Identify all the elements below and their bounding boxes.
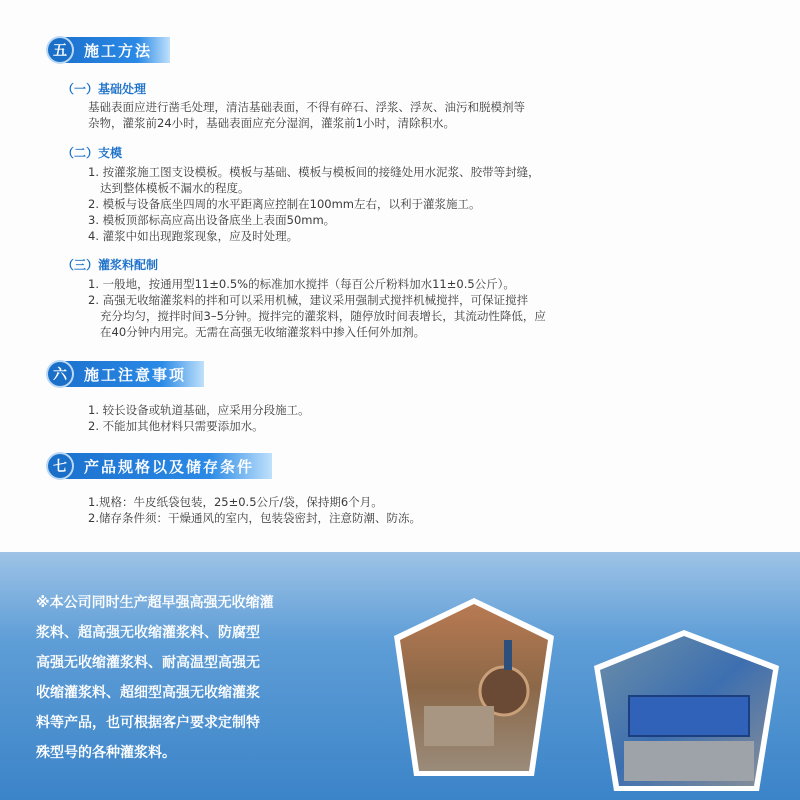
subsection-formwork-title: （二）支模 bbox=[62, 146, 123, 160]
section-5-number: 五 bbox=[48, 38, 72, 62]
text-line: 基础表面应进行凿毛处理，清洁基础表面，不得有碎石、浮浆、浮灰、油污和脱模剂等 bbox=[88, 100, 525, 114]
formwork-list bbox=[88, 164, 540, 244]
grout-slab bbox=[424, 706, 494, 746]
list-item: 2.储存条件须：干燥通风的室内，包装袋密封，注意防潮、防冻。 bbox=[88, 511, 421, 525]
list-item: 1.规格：牛皮纸袋包装，25±0.5公斤/袋，保持期6个月。 bbox=[88, 495, 383, 509]
promo-line: 料等产品，也可根据客户要求定制特 bbox=[36, 715, 260, 731]
section-6-title: 施工注意事项 bbox=[62, 361, 204, 387]
list-item: 达到整体模板不漏水的程度。 bbox=[100, 181, 250, 195]
subsection-mix-title: （三）灌浆料配制 bbox=[62, 258, 159, 272]
section-6-header bbox=[48, 360, 204, 388]
promo-line: 高强无收缩灌浆料、耐高温型高强无 bbox=[36, 655, 260, 671]
equipment-base bbox=[629, 696, 749, 736]
list-item: 1. 按灌浆施工图支设模板。模板与基础、模板与模板间的接缝处用水泥浆、胶带等封缝， bbox=[88, 165, 540, 179]
promo-line: 殊型号的各种灌浆料。 bbox=[36, 745, 176, 761]
list-item: 2. 模板与设备底坐四周的水平距离应控制在100mm左右，以利于灌浆施工。 bbox=[88, 197, 481, 211]
section-5-title: 施工方法 bbox=[62, 37, 170, 63]
list-item: 1. 较长设备或轨道基础，应采用分段施工。 bbox=[88, 403, 310, 417]
promo-line: 浆料、超高强无收缩灌浆料、防腐型 bbox=[36, 625, 260, 641]
list-item: 充分均匀，搅拌时间3–5分钟。搅拌完的灌浆料，随停放时间表增长，其流动性降低，应 bbox=[100, 309, 546, 323]
section-5-header bbox=[48, 36, 170, 64]
section-6-number: 六 bbox=[48, 362, 72, 386]
promo-line: ※本公司同时生产超早强高强无收缩灌 bbox=[36, 595, 274, 611]
text-line: 杂物，灌浆前24小时，基础表面应充分湿润，灌浆前1小时，清除积水。 bbox=[88, 116, 455, 130]
section-7-number: 七 bbox=[48, 454, 72, 478]
list-item: 3. 模板顶部标高应高出设备底坐上表面50mm。 bbox=[88, 213, 336, 227]
list-item: 2. 高强无收缩灌浆料的拌和可以采用机械，建议采用强制式搅拌机械搅拌，可保证搅拌 bbox=[88, 293, 529, 307]
list-item: 在40分钟内用完。无需在高强无收缩灌浆料中掺入任何外加剂。 bbox=[100, 325, 426, 339]
storage-list bbox=[88, 494, 421, 526]
mix-list bbox=[88, 276, 546, 340]
worker bbox=[504, 640, 512, 670]
section-7-title: 产品规格以及储存条件 bbox=[62, 453, 272, 479]
list-item: 4. 灌浆中如出现跑浆现象，应及时处理。 bbox=[88, 229, 299, 243]
grout-surface bbox=[624, 741, 754, 781]
subsection-foundation-title: （一）基础处理 bbox=[62, 82, 147, 96]
promo-line: 收缩灌浆料、超细型高强无收缩灌浆 bbox=[36, 685, 260, 701]
promo-text bbox=[36, 588, 366, 768]
section-7-header bbox=[48, 452, 272, 480]
list-item: 1. 一般地，按通用型11±0.5%的标准加水搅拌（每百公斤粉料加水11±0.5公斤）。 bbox=[88, 277, 515, 291]
list-item: 2. 不能加其他材料只需要添加水。 bbox=[88, 419, 264, 433]
foundation-paragraph bbox=[88, 99, 525, 131]
precautions-list bbox=[88, 402, 310, 434]
site-photos bbox=[384, 596, 794, 796]
